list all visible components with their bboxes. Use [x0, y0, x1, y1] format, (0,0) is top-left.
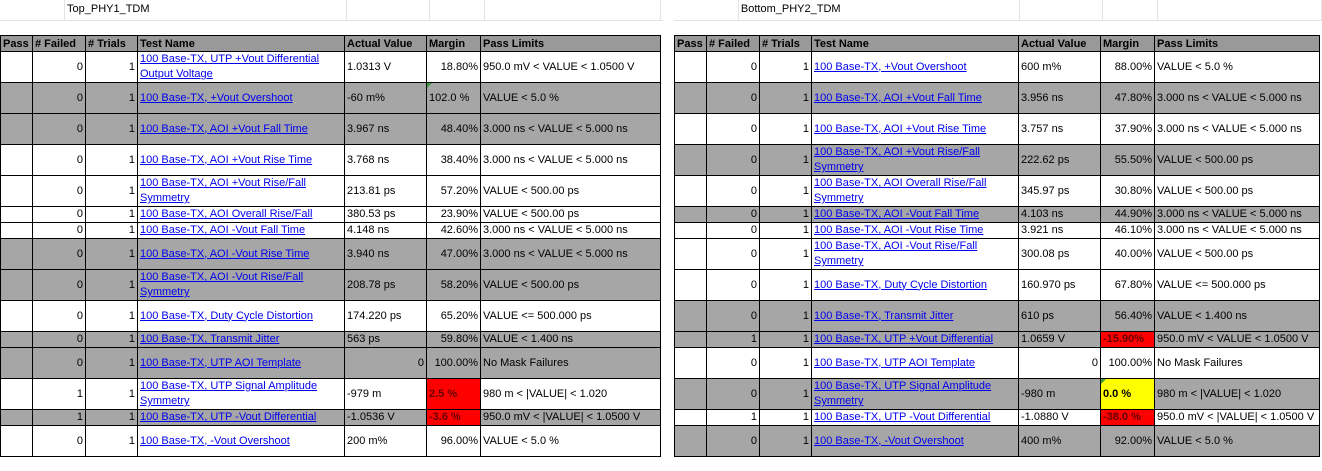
- failed-count: 1: [33, 379, 86, 410]
- test-name-cell: [812, 270, 1019, 301]
- margin-value: 18.80%: [427, 52, 481, 83]
- test-name-link[interactable]: 100 Base-TX, AOI -Vout Rise Time: [140, 247, 310, 260]
- header-pass: Pass: [1, 36, 33, 52]
- trials-count: 1: [760, 348, 812, 379]
- test-name-link[interactable]: 100 Base-TX, AOI +Vout Rise/Fall Symmetry: [814, 146, 980, 173]
- margin-value: 55.50%: [1101, 145, 1155, 176]
- margin-value: 58.20%: [427, 270, 481, 301]
- table-row: [675, 207, 1320, 223]
- test-name-cell: [138, 348, 345, 379]
- table-row: [1, 239, 661, 270]
- failed-count: 0: [33, 176, 86, 207]
- test-name-cell: [138, 207, 345, 223]
- actual-value: -1.0536 V: [345, 410, 427, 426]
- trials-count: 1: [760, 176, 812, 207]
- margin-value: 47.00%: [427, 239, 481, 270]
- trials-count: 1: [86, 176, 138, 207]
- test-name-cell: [812, 52, 1019, 83]
- pass-cell: [1, 145, 33, 176]
- pass-limits: 3.000 ns < VALUE < 5.000 ns: [1155, 207, 1320, 223]
- table-row: [675, 410, 1320, 426]
- failed-count: 0: [33, 301, 86, 332]
- table-row: [675, 83, 1320, 114]
- test-name-cell: [138, 410, 345, 426]
- margin-value: 44.90%: [1101, 207, 1155, 223]
- pass-limits: VALUE < 500.00 ps: [1155, 239, 1320, 270]
- test-name-link[interactable]: 100 Base-TX, Transmit Jitter: [140, 333, 280, 345]
- pass-limits: 3.000 ns < VALUE < 5.000 ns: [1155, 114, 1320, 145]
- actual-value: 222.62 ps: [1019, 145, 1101, 176]
- actual-value: 174.220 ps: [345, 301, 427, 332]
- actual-value: 200 m%: [345, 426, 427, 457]
- test-name-cell: [138, 239, 345, 270]
- table-row: [1, 379, 661, 410]
- test-name-cell: [812, 348, 1019, 379]
- test-name-link[interactable]: 100 Base-TX, Transmit Jitter: [814, 309, 954, 322]
- table-row: [1, 145, 661, 176]
- trials-count: 1: [86, 83, 138, 114]
- header-pass: Pass: [675, 36, 707, 52]
- pass-cell: [1, 207, 33, 223]
- test-name-link[interactable]: 100 Base-TX, -Vout Overshoot: [814, 434, 964, 447]
- test-name-link[interactable]: 100 Base-TX, Duty Cycle Distortion: [814, 278, 988, 291]
- pass-limits: VALUE < 500.00 ps: [481, 176, 661, 207]
- actual-value: 563 ps: [345, 332, 427, 348]
- margin-value: 0.0 %: [1101, 379, 1155, 410]
- actual-value: 300.08 ps: [1019, 239, 1101, 270]
- failed-count: 1: [707, 332, 760, 348]
- test-name-cell: [812, 83, 1019, 114]
- test-name-cell: [138, 114, 345, 145]
- actual-value: 4.103 ns: [1019, 207, 1101, 223]
- trials-count: 1: [86, 332, 138, 348]
- table-row: [675, 332, 1320, 348]
- header-test-name: Test Name: [138, 36, 345, 52]
- table-row: [675, 239, 1320, 270]
- test-name-link[interactable]: 100 Base-TX, UTP +Vout Differential Output Voltage: [140, 53, 320, 80]
- test-name-link[interactable]: 100 Base-TX, +Vout Overshoot: [140, 91, 293, 104]
- test-name-link[interactable]: 100 Base-TX, UTP AOI Template: [814, 356, 976, 369]
- pass-limits: 950.0 mV < VALUE < 1.0500 V: [1155, 332, 1320, 348]
- pass-cell: [675, 270, 707, 301]
- actual-value: 380.53 ps: [345, 207, 427, 223]
- pass-cell: [1, 301, 33, 332]
- margin-value: 23.90%: [427, 207, 481, 223]
- sheet-title-row: [674, 0, 1322, 21]
- trials-count: 1: [760, 301, 812, 332]
- pass-limits: 3.000 ns < VALUE < 5.000 ns: [481, 223, 661, 239]
- test-name-cell: [138, 270, 345, 301]
- trials-count: 1: [86, 223, 138, 239]
- pass-cell: [675, 379, 707, 410]
- actual-value: -979 m: [345, 379, 427, 410]
- actual-value: 610 ps: [1019, 301, 1101, 332]
- failed-count: 0: [707, 426, 760, 457]
- pass-cell: [1, 176, 33, 207]
- pass-limits: 3.000 ns < VALUE < 5.000 ns: [481, 239, 661, 270]
- test-name-cell: [138, 301, 345, 332]
- trials-count: 1: [86, 426, 138, 457]
- table-row: [1, 410, 661, 426]
- table-row: [1, 301, 661, 332]
- test-name-link[interactable]: 100 Base-TX, UTP -Vout Differential: [140, 411, 317, 423]
- pass-limits: VALUE < 5.0 %: [481, 426, 661, 457]
- actual-value: 4.148 ns: [345, 223, 427, 239]
- table-row: [1, 207, 661, 223]
- trials-count: 1: [760, 114, 812, 145]
- pass-limits: 980 m < |VALUE| < 1.020: [481, 379, 661, 410]
- table-row: [675, 223, 1320, 239]
- pass-cell: [675, 207, 707, 223]
- test-name-cell: [138, 379, 345, 410]
- failed-count: 0: [33, 239, 86, 270]
- header-margin: Margin: [427, 36, 481, 52]
- header-actual-value: Actual Value: [1019, 36, 1101, 52]
- pass-limits: 3.000 ns < VALUE < 5.000 ns: [1155, 223, 1320, 239]
- trials-count: 1: [760, 223, 812, 239]
- pass-cell: [1, 52, 33, 83]
- sheet-bottom-phy2: [674, 0, 1322, 457]
- pass-limits: VALUE <= 500.000 ps: [1155, 270, 1320, 301]
- test-name-cell: [812, 379, 1019, 410]
- failed-count: 0: [707, 239, 760, 270]
- pass-cell: [675, 332, 707, 348]
- trials-count: 1: [86, 270, 138, 301]
- trials-count: 1: [760, 239, 812, 270]
- pass-limits: 3.000 ns < VALUE < 5.000 ns: [1155, 83, 1320, 114]
- margin-value: 100.00%: [1101, 348, 1155, 379]
- test-name-cell: [138, 52, 345, 83]
- pass-limits: 980 m < |VALUE| < 1.020: [1155, 379, 1320, 410]
- pass-cell: [1, 83, 33, 114]
- test-name-link[interactable]: 100 Base-TX, UTP AOI Template: [140, 356, 302, 369]
- results-table: [0, 35, 661, 457]
- pass-limits: VALUE < 5.0 %: [1155, 426, 1320, 457]
- test-name-link[interactable]: 100 Base-TX, Duty Cycle Distortion: [140, 309, 314, 322]
- failed-count: 0: [707, 207, 760, 223]
- results-table: [674, 35, 1320, 457]
- table-row: [675, 426, 1320, 457]
- test-name-link[interactable]: 100 Base-TX, AOI -Vout Rise/Fall Symmetry: [140, 271, 304, 298]
- test-name-cell: [812, 239, 1019, 270]
- table-row: [1, 426, 661, 457]
- actual-value: -60 m%: [345, 83, 427, 114]
- trials-count: 1: [86, 52, 138, 83]
- trials-count: 1: [760, 207, 812, 223]
- actual-value: 400 m%: [1019, 426, 1101, 457]
- table-row: [675, 301, 1320, 332]
- trials-count: 1: [760, 270, 812, 301]
- margin-value: 102.0 %: [427, 83, 481, 114]
- margin-value: 100.00%: [427, 348, 481, 379]
- test-name-cell: [812, 145, 1019, 176]
- failed-count: 0: [707, 145, 760, 176]
- test-name-link[interactable]: 100 Base-TX, AOI +Vout Rise Time: [140, 153, 313, 166]
- test-name-cell: [138, 176, 345, 207]
- test-name-cell: [138, 332, 345, 348]
- header-test-name: Test Name: [812, 36, 1019, 52]
- actual-value: 3.921 ns: [1019, 223, 1101, 239]
- failed-count: 0: [707, 223, 760, 239]
- failed-count: 0: [707, 270, 760, 301]
- pass-limits: VALUE <= 500.000 ps: [481, 301, 661, 332]
- margin-value: 59.80%: [427, 332, 481, 348]
- test-name-link[interactable]: 100 Base-TX, +Vout Overshoot: [814, 60, 967, 73]
- actual-value: 3.940 ns: [345, 239, 427, 270]
- margin-value: 2.5 %: [427, 379, 481, 410]
- pass-cell: [675, 301, 707, 332]
- actual-value: 1.0313 V: [345, 52, 427, 83]
- failed-count: 0: [33, 145, 86, 176]
- test-name-cell: [138, 83, 345, 114]
- failed-count: 0: [33, 52, 86, 83]
- test-name-cell: [812, 426, 1019, 457]
- table-row: [1, 52, 661, 83]
- failed-count: 1: [707, 410, 760, 426]
- trials-count: 1: [86, 145, 138, 176]
- actual-value: 3.956 ns: [1019, 83, 1101, 114]
- pass-cell: [1, 270, 33, 301]
- trials-count: 1: [86, 379, 138, 410]
- pass-limits: VALUE < 500.00 ps: [1155, 176, 1320, 207]
- pass-limits: VALUE < 5.0 %: [481, 83, 661, 114]
- pass-cell: [675, 52, 707, 83]
- trials-count: 1: [86, 301, 138, 332]
- table-row: [1, 114, 661, 145]
- pass-cell: [1, 410, 33, 426]
- header-failed: # Failed: [33, 36, 86, 52]
- trials-count: 1: [760, 410, 812, 426]
- failed-count: 0: [33, 348, 86, 379]
- test-name-link[interactable]: 100 Base-TX, AOI +Vout Fall Time: [140, 122, 308, 135]
- table-row: [1, 176, 661, 207]
- margin-value: 38.40%: [427, 145, 481, 176]
- pass-limits: VALUE < 5.0 %: [1155, 52, 1320, 83]
- pass-limits: VALUE < 500.00 ps: [481, 207, 661, 223]
- failed-count: 0: [707, 52, 760, 83]
- test-name-cell: [812, 410, 1019, 426]
- test-name-cell: [812, 301, 1019, 332]
- test-name-cell: [138, 426, 345, 457]
- table-row: [1, 270, 661, 301]
- pass-cell: [1, 379, 33, 410]
- test-name-link[interactable]: 100 Base-TX, AOI Overall Rise/Fall Symmetry: [814, 177, 987, 204]
- margin-value: 92.00%: [1101, 426, 1155, 457]
- margin-value: 40.00%: [1101, 239, 1155, 270]
- failed-count: 0: [707, 83, 760, 114]
- header-row: [675, 36, 1320, 52]
- failed-count: 1: [33, 410, 86, 426]
- trials-count: 1: [86, 410, 138, 426]
- header-row: [1, 36, 661, 52]
- actual-value: 3.967 ns: [345, 114, 427, 145]
- table-row: [1, 332, 661, 348]
- pass-cell: [1, 223, 33, 239]
- test-name-link[interactable]: 100 Base-TX, AOI -Vout Fall Time: [814, 208, 980, 220]
- test-name-cell: [812, 176, 1019, 207]
- margin-value: 46.10%: [1101, 223, 1155, 239]
- table-row: [675, 379, 1320, 410]
- table-row: [1, 223, 661, 239]
- pass-cell: [1, 114, 33, 145]
- test-name-cell: [812, 207, 1019, 223]
- margin-value: 57.20%: [427, 176, 481, 207]
- pass-limits: VALUE < 1.400 ns: [481, 332, 661, 348]
- actual-value: 0: [345, 348, 427, 379]
- margin-value: 56.40%: [1101, 301, 1155, 332]
- test-name-link[interactable]: 100 Base-TX, UTP +Vout Differential: [814, 333, 994, 345]
- test-name-link[interactable]: 100 Base-TX, UTP Signal Amplitude Symmetry: [814, 380, 992, 407]
- header-margin: Margin: [1101, 36, 1155, 52]
- pass-cell: [1, 426, 33, 457]
- test-name-link[interactable]: 100 Base-TX, AOI -Vout Fall Time: [140, 224, 306, 236]
- trials-count: 1: [760, 379, 812, 410]
- trials-count: 1: [86, 207, 138, 223]
- header-pass-limits: Pass Limits: [481, 36, 661, 52]
- margin-value: 96.00%: [427, 426, 481, 457]
- header-trials: # Trials: [760, 36, 812, 52]
- test-name-link[interactable]: 100 Base-TX, UTP -Vout Differential: [814, 411, 991, 423]
- pass-cell: [675, 145, 707, 176]
- margin-value: -38.0 %: [1101, 410, 1155, 426]
- header-pass-limits: Pass Limits: [1155, 36, 1320, 52]
- actual-value: 1.0659 V: [1019, 332, 1101, 348]
- margin-value: 65.20%: [427, 301, 481, 332]
- trials-count: 1: [760, 52, 812, 83]
- actual-value: 0: [1019, 348, 1101, 379]
- margin-value: 37.90%: [1101, 114, 1155, 145]
- pass-cell: [1, 332, 33, 348]
- table-row: [1, 348, 661, 379]
- test-name-cell: [812, 114, 1019, 145]
- failed-count: 0: [707, 301, 760, 332]
- actual-value: -980 m: [1019, 379, 1101, 410]
- margin-value: 48.40%: [427, 114, 481, 145]
- failed-count: 0: [33, 114, 86, 145]
- actual-value: -1.0880 V: [1019, 410, 1101, 426]
- test-name-link[interactable]: 100 Base-TX, -Vout Overshoot: [140, 434, 290, 447]
- failed-count: 0: [33, 223, 86, 239]
- pass-limits: 950.0 mV < |VALUE| < 1.0500 V: [1155, 410, 1320, 426]
- table-row: [675, 145, 1320, 176]
- table-row: [675, 114, 1320, 145]
- test-name-cell: [138, 145, 345, 176]
- test-name-cell: [138, 223, 345, 239]
- pass-limits: VALUE < 500.00 ps: [1155, 145, 1320, 176]
- pass-cell: [675, 426, 707, 457]
- pass-cell: [675, 223, 707, 239]
- test-name-cell: [812, 332, 1019, 348]
- pass-cell: [675, 83, 707, 114]
- failed-count: 0: [33, 83, 86, 114]
- sheet-top-phy1: [0, 0, 663, 457]
- pass-cell: [675, 239, 707, 270]
- trials-count: 1: [86, 114, 138, 145]
- test-name-link[interactable]: 100 Base-TX, AOI +Vout Rise/Fall Symmetry: [140, 177, 306, 204]
- actual-value: 345.97 ps: [1019, 176, 1101, 207]
- test-name-link[interactable]: 100 Base-TX, AOI +Vout Rise Time: [814, 122, 987, 135]
- pass-cell: [675, 410, 707, 426]
- test-name-link[interactable]: 100 Base-TX, AOI -Vout Rise/Fall Symmetry: [814, 240, 978, 267]
- header-failed: # Failed: [707, 36, 760, 52]
- margin-value: 67.80%: [1101, 270, 1155, 301]
- sheet-title-row: [0, 0, 663, 21]
- table-row: [675, 348, 1320, 379]
- pass-cell: [1, 348, 33, 379]
- pass-cell: [675, 348, 707, 379]
- header-trials: # Trials: [86, 36, 138, 52]
- test-name-link[interactable]: 100 Base-TX, AOI +Vout Fall Time: [814, 91, 982, 104]
- actual-value: 208.78 ps: [345, 270, 427, 301]
- pass-cell: [675, 176, 707, 207]
- actual-value: 213.81 ps: [345, 176, 427, 207]
- pass-limits: 950.0 mV < |VALUE| < 1.0500 V: [481, 410, 661, 426]
- failed-count: 0: [707, 176, 760, 207]
- pass-limits: 3.000 ns < VALUE < 5.000 ns: [481, 145, 661, 176]
- failed-count: 0: [33, 332, 86, 348]
- test-name-link[interactable]: 100 Base-TX, AOI -Vout Rise Time: [814, 224, 984, 236]
- failed-count: 0: [33, 270, 86, 301]
- trials-count: 1: [760, 426, 812, 457]
- pass-limits: 950.0 mV < VALUE < 1.0500 V: [481, 52, 661, 83]
- trials-count: 1: [86, 239, 138, 270]
- pass-limits: 3.000 ns < VALUE < 5.000 ns: [481, 114, 661, 145]
- trials-count: 1: [86, 348, 138, 379]
- margin-value: 42.60%: [427, 223, 481, 239]
- margin-value: 47.80%: [1101, 83, 1155, 114]
- failed-count: 0: [707, 114, 760, 145]
- actual-value: 160.970 ps: [1019, 270, 1101, 301]
- table-row: [1, 83, 661, 114]
- pass-cell: [675, 114, 707, 145]
- actual-value: 600 m%: [1019, 52, 1101, 83]
- margin-value: 30.80%: [1101, 176, 1155, 207]
- margin-value: -3.6 %: [427, 410, 481, 426]
- actual-value: 3.768 ns: [345, 145, 427, 176]
- header-actual-value: Actual Value: [345, 36, 427, 52]
- pass-limits: No Mask Failures: [481, 348, 661, 379]
- actual-value: 3.757 ns: [1019, 114, 1101, 145]
- failed-count: 0: [33, 207, 86, 223]
- sheet-title: Bottom_PHY2_TDM: [740, 3, 841, 15]
- margin-value: -15.90%: [1101, 332, 1155, 348]
- pass-limits: VALUE < 500.00 ps: [481, 270, 661, 301]
- trials-count: 1: [760, 332, 812, 348]
- table-row: [675, 52, 1320, 83]
- trials-count: 1: [760, 83, 812, 114]
- table-row: [675, 270, 1320, 301]
- table-row: [675, 176, 1320, 207]
- test-name-link[interactable]: 100 Base-TX, AOI Overall Rise/Fall: [140, 208, 313, 220]
- margin-value: 88.00%: [1101, 52, 1155, 83]
- pass-cell: [1, 239, 33, 270]
- failed-count: 0: [707, 379, 760, 410]
- pass-limits: VALUE < 1.400 ns: [1155, 301, 1320, 332]
- test-name-cell: [812, 223, 1019, 239]
- failed-count: 0: [707, 348, 760, 379]
- trials-count: 1: [760, 145, 812, 176]
- test-name-link[interactable]: 100 Base-TX, UTP Signal Amplitude Symmetry: [140, 380, 318, 407]
- pass-limits: No Mask Failures: [1155, 348, 1320, 379]
- sheet-title: Top_PHY1_TDM: [67, 3, 150, 15]
- failed-count: 0: [33, 426, 86, 457]
